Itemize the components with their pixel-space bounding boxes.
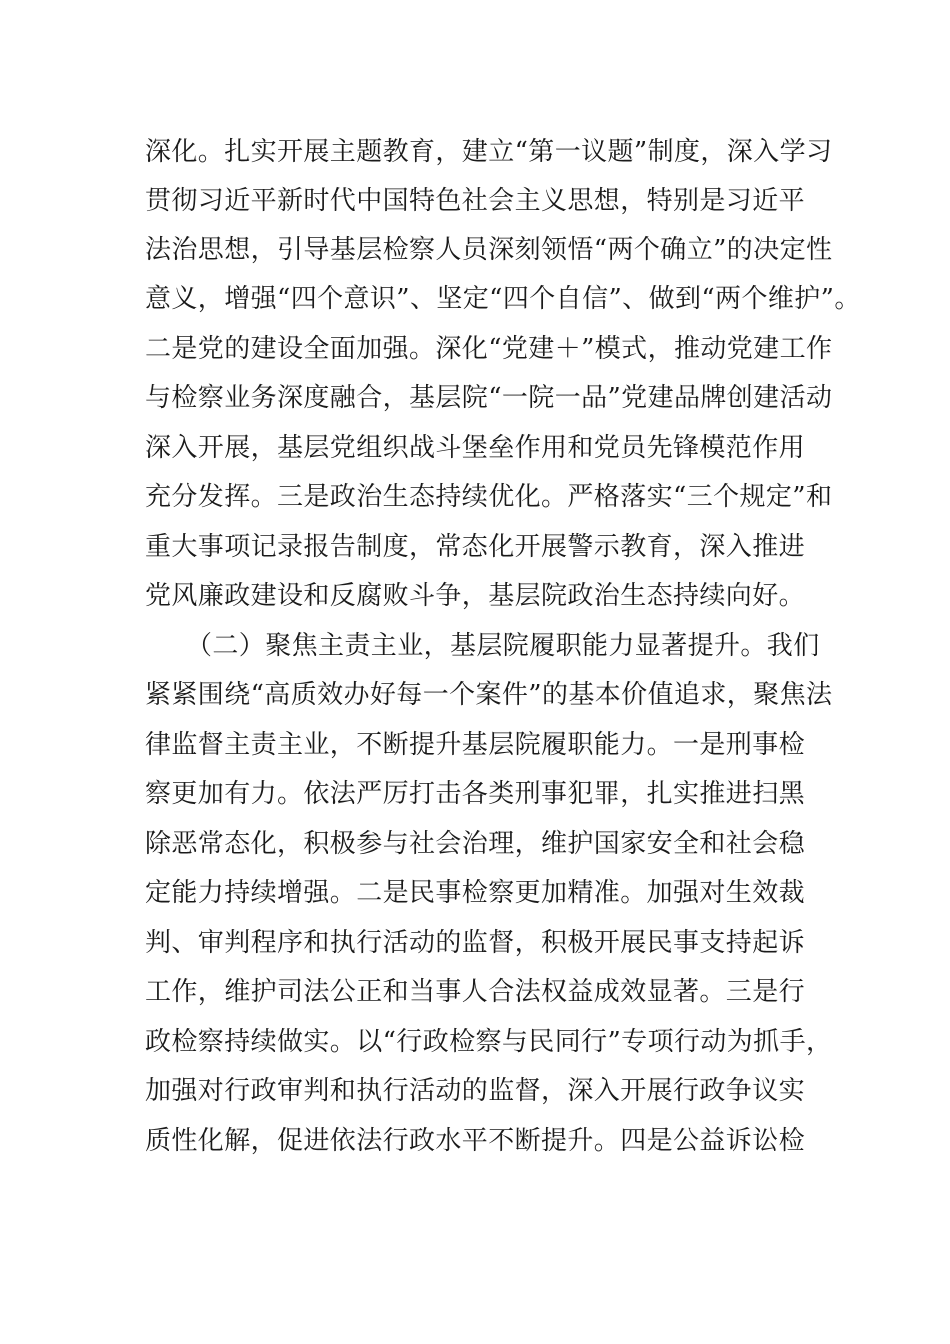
text-line: 察更加有力。依法严厉打击各类刑事犯罪，扎实推进扫黑 — [145, 779, 806, 809]
text-line: 深入开展，基层党组织战斗堡垒作用和党员先锋模范作用 — [145, 433, 806, 463]
text-line: 与检察业务深度融合，基层院“一院一品”党建品牌创建活动 — [145, 383, 833, 413]
text-line: 工作，维护司法公正和当事人合法权益成效显著。三是行 — [145, 977, 806, 1007]
text-line: 重大事项记录报告制度，常态化开展警示教育，深入推进 — [145, 532, 806, 562]
text-line: 政检察持续做实。以“行政检察与民同行”专项行动为抓手， — [145, 1027, 833, 1057]
text-line: 二是党的建设全面加强。深化“党建＋”模式，推动党建工作 — [145, 334, 833, 364]
text-line: 贯彻习近平新时代中国特色社会主义思想，特别是习近平 — [145, 186, 806, 216]
text-line: 意义，增强“四个意识”、坚定“四个自信”、做到“两个维护”。 — [145, 284, 861, 314]
text-line: 加强对行政审判和执行活动的监督，深入开展行政争议实 — [145, 1076, 806, 1106]
text-line: 党风廉政建设和反腐败斗争，基层院政治生态持续向好。 — [145, 581, 806, 611]
text-line: 紧紧围绕“高质效办好每一个案件”的基本价值追求，聚焦法 — [145, 680, 833, 710]
text-line: 充分发挥。三是政治生态持续优化。严格落实“三个规定”和 — [145, 482, 833, 512]
section-heading-line: （二）聚焦主责主业，基层院履职能力显著提升。我们 — [186, 631, 820, 661]
text-line: 定能力持续增强。二是民事检察更加精准。加强对生效裁 — [145, 878, 806, 908]
text-line: 深化。扎实开展主题教育，建立“第一议题”制度，深入学习 — [145, 137, 833, 167]
text-line: 法治思想，引导基层检察人员深刻领悟“两个确立”的决定性 — [145, 235, 833, 265]
text-line: 质性化解，促进依法行政水平不断提升。四是公益诉讼检 — [145, 1126, 806, 1156]
text-line: 律监督主责主业，不断提升基层院履职能力。一是刑事检 — [145, 730, 806, 760]
text-line: 除恶常态化，积极参与社会治理，维护国家安全和社会稳 — [145, 829, 806, 859]
text-line: 判、审判程序和执行活动的监督，积极开展民事支持起诉 — [145, 928, 806, 958]
